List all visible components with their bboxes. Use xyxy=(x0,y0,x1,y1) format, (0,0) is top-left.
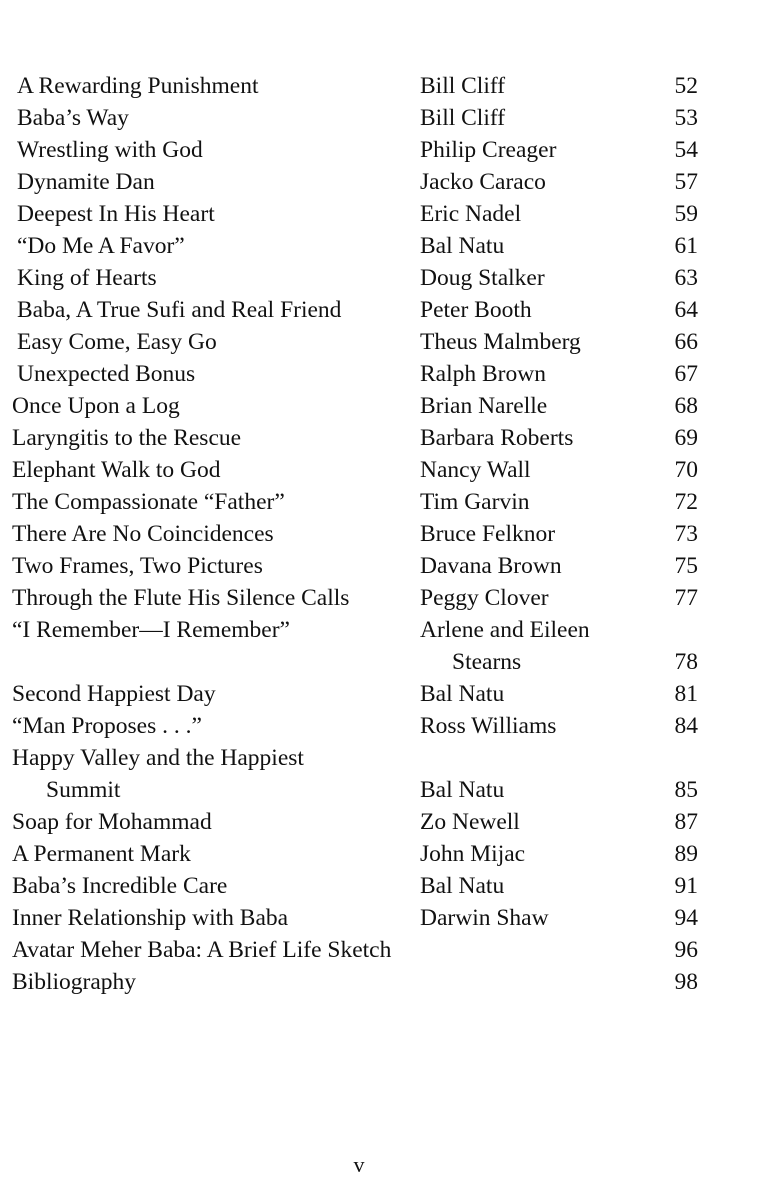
toc-entry xyxy=(0,358,758,390)
entry-page-number: 66 xyxy=(674,329,698,355)
entry-page-number: 96 xyxy=(674,937,698,963)
toc-entry xyxy=(0,550,758,582)
toc-entry xyxy=(0,710,758,742)
entry-title: Through the Flute His Silence Calls xyxy=(12,585,350,611)
entry-title: Happy Valley and the Happiest xyxy=(12,745,304,771)
entry-title: Dynamite Dan xyxy=(17,169,155,195)
entry-author: Bal Natu xyxy=(420,681,505,707)
entry-page-number: 98 xyxy=(674,969,698,995)
entry-title: Baba’s Incredible Care xyxy=(12,873,228,899)
entry-author: Davana Brown xyxy=(420,553,562,579)
toc-entry-continuation xyxy=(0,646,758,678)
entry-author: Bal Natu xyxy=(420,777,505,803)
entry-author: Tim Garvin xyxy=(420,489,530,515)
toc-entry xyxy=(0,934,758,966)
entry-title: Once Upon a Log xyxy=(12,393,180,419)
entry-page-number: 72 xyxy=(674,489,698,515)
entry-title-continuation: Summit xyxy=(46,777,121,803)
entry-author: Darwin Shaw xyxy=(420,905,549,931)
entry-author: Philip Creager xyxy=(420,137,557,163)
entry-page-number: 57 xyxy=(674,169,698,195)
entry-author: Nancy Wall xyxy=(420,457,531,483)
entry-author: Ross Williams xyxy=(420,713,557,739)
entry-page-number: 77 xyxy=(674,585,698,611)
entry-author: Bruce Felknor xyxy=(420,521,556,547)
toc-entry xyxy=(0,294,758,326)
entry-author: Eric Nadel xyxy=(420,201,522,227)
entry-author: Bill Cliff xyxy=(420,73,506,99)
entry-title: Bibliography xyxy=(12,969,137,995)
toc-entry xyxy=(0,902,758,934)
entry-author: John Mijac xyxy=(420,841,526,867)
entry-author: Theus Malmberg xyxy=(420,329,581,355)
entry-title: Baba, A True Sufi and Real Friend xyxy=(17,297,342,323)
entry-page-number: 64 xyxy=(674,297,698,323)
entry-title: Two Frames, Two Pictures xyxy=(12,553,263,579)
entry-page-number: 73 xyxy=(674,521,698,547)
toc-entry xyxy=(0,518,758,550)
toc-entry xyxy=(0,198,758,230)
entry-author: Barbara Roberts xyxy=(420,425,574,451)
entry-title: The Compassionate “Father” xyxy=(12,489,285,515)
entry-author: Bill Cliff xyxy=(420,105,506,131)
entry-author: Jacko Caraco xyxy=(420,169,546,195)
entry-page-number: 69 xyxy=(674,425,698,451)
entry-page-number: 63 xyxy=(674,265,698,291)
entry-title: Soap for Mohammad xyxy=(12,809,212,835)
entry-author: Bal Natu xyxy=(420,873,505,899)
entry-title: Elephant Walk to God xyxy=(12,457,221,483)
toc-entry-continuation xyxy=(0,774,758,806)
entry-author: Brian Narelle xyxy=(420,393,548,419)
toc-entry xyxy=(0,166,758,198)
toc-entry xyxy=(0,262,758,294)
entry-page-number: 68 xyxy=(674,393,698,419)
entry-title: Deepest In His Heart xyxy=(17,201,215,227)
toc-entry xyxy=(0,678,758,710)
entry-page-number: 54 xyxy=(674,137,698,163)
entry-title: A Rewarding Punishment xyxy=(17,73,259,99)
toc-entry xyxy=(0,582,758,614)
entry-author: Peggy Clover xyxy=(420,585,549,611)
entry-title: Easy Come, Easy Go xyxy=(17,329,217,355)
toc-entry xyxy=(0,134,758,166)
entry-title: Unexpected Bonus xyxy=(17,361,196,387)
entry-title: Second Happiest Day xyxy=(12,681,216,707)
entry-author: Zo Newell xyxy=(420,809,520,835)
entry-author-continuation: Stearns xyxy=(452,649,522,675)
entry-title: Avatar Meher Baba: A Brief Life Sketch xyxy=(12,937,392,963)
entry-page-number: 89 xyxy=(674,841,698,867)
entry-page-number: 81 xyxy=(674,681,698,707)
entry-title: There Are No Coincidences xyxy=(12,521,274,547)
entry-author: Peter Booth xyxy=(420,297,532,323)
entry-page-number: 61 xyxy=(674,233,698,259)
toc-entry xyxy=(0,742,758,774)
entry-author: Bal Natu xyxy=(420,233,505,259)
entry-page-number: 84 xyxy=(674,713,698,739)
toc-entry xyxy=(0,422,758,454)
toc-entry xyxy=(0,102,758,134)
entry-author: Arlene and Eileen xyxy=(420,617,590,643)
toc-entry xyxy=(0,454,758,486)
entry-page-number: 75 xyxy=(674,553,698,579)
entry-page-number: 59 xyxy=(674,201,698,227)
toc-entry xyxy=(0,486,758,518)
toc-entry xyxy=(0,390,758,422)
entry-page-number: 91 xyxy=(674,873,698,899)
toc-entry xyxy=(0,870,758,902)
entry-page-number: 70 xyxy=(674,457,698,483)
entry-page-number: 52 xyxy=(674,73,698,99)
entry-page-number: 67 xyxy=(674,361,698,387)
entry-title: “Do Me A Favor” xyxy=(17,233,185,259)
entry-title: King of Hearts xyxy=(17,265,157,291)
entry-title: Baba’s Way xyxy=(17,105,129,131)
entry-page-number: 87 xyxy=(674,809,698,835)
toc-entry xyxy=(0,70,758,102)
toc-entry xyxy=(0,230,758,262)
entry-title: Inner Relationship with Baba xyxy=(12,905,289,931)
toc-entry xyxy=(0,806,758,838)
entry-page-number: 94 xyxy=(674,905,698,931)
toc-entry xyxy=(0,838,758,870)
page-folio: v xyxy=(353,1152,365,1177)
entry-author: Ralph Brown xyxy=(420,361,546,387)
entry-page-number: 78 xyxy=(674,649,698,675)
entry-title: “Man Proposes . . .” xyxy=(12,713,202,739)
toc-entry xyxy=(0,614,758,646)
table-of-contents xyxy=(0,70,758,998)
entry-title: A Permanent Mark xyxy=(12,841,191,867)
entry-title: “I Remember—I Remember” xyxy=(12,617,290,643)
entry-page-number: 53 xyxy=(674,105,698,131)
toc-entry xyxy=(0,966,758,998)
entry-page-number: 85 xyxy=(674,777,698,803)
toc-entry xyxy=(0,326,758,358)
entry-title: Laryngitis to the Rescue xyxy=(12,425,242,451)
entry-title: Wrestling with God xyxy=(17,137,203,163)
entry-author: Doug Stalker xyxy=(420,265,545,291)
